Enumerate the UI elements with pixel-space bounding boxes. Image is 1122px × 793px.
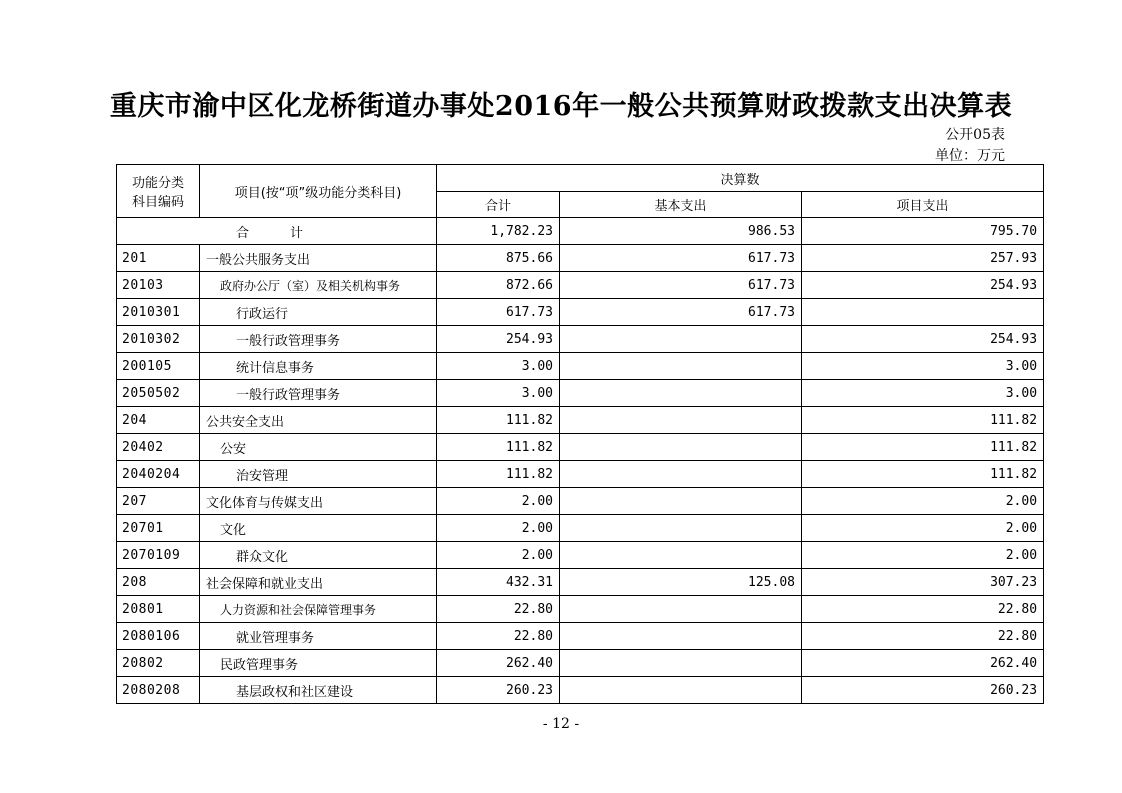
row-code: 20802 xyxy=(117,650,200,677)
row-code: 2010302 xyxy=(117,326,200,353)
row-name: 行政运行 xyxy=(200,299,437,326)
row-code: 204 xyxy=(117,407,200,434)
table-row xyxy=(117,623,1044,650)
row-name: 政府办公厅（室）及相关机构事务 xyxy=(200,272,437,299)
row-name: 群众文化 xyxy=(200,542,437,569)
total-row-total: 1,782.23 xyxy=(437,218,560,245)
table-row xyxy=(117,380,1044,407)
row-total: 875.66 xyxy=(437,245,560,272)
table-row xyxy=(117,407,1044,434)
form-number: 公开05表 xyxy=(945,127,1005,143)
row-basic: 125.08 xyxy=(560,569,802,596)
row-basic xyxy=(560,407,802,434)
row-name: 治安管理 xyxy=(200,461,437,488)
row-basic xyxy=(560,461,802,488)
table-row xyxy=(117,326,1044,353)
row-total: 111.82 xyxy=(437,407,560,434)
row-total: 111.82 xyxy=(437,434,560,461)
page-title: 重庆市渝中区化龙桥街道办事处2016年一般公共预算财政拨款支出决算表 xyxy=(109,91,1013,122)
row-total: 254.93 xyxy=(437,326,560,353)
row-project: 2.00 xyxy=(802,542,1044,569)
row-name: 公共安全支出 xyxy=(200,407,437,434)
row-name: 就业管理事务 xyxy=(200,623,437,650)
row-project: 2.00 xyxy=(802,488,1044,515)
final-amount-header: 决算数 xyxy=(437,165,1044,192)
row-name: 公安 xyxy=(200,434,437,461)
row-basic xyxy=(560,326,802,353)
total-row-basic: 986.53 xyxy=(560,218,802,245)
row-code: 2080106 xyxy=(117,623,200,650)
row-code: 2040204 xyxy=(117,461,200,488)
row-total: 2.00 xyxy=(437,542,560,569)
row-name: 民政管理事务 xyxy=(200,650,437,677)
page-number: - 12 - xyxy=(542,716,580,732)
row-basic xyxy=(560,677,802,704)
row-project: 3.00 xyxy=(802,353,1044,380)
row-basic xyxy=(560,515,802,542)
row-project: 254.93 xyxy=(802,326,1044,353)
row-project: 22.80 xyxy=(802,623,1044,650)
unit-label: 单位：万元 xyxy=(935,148,1005,164)
row-name: 一般行政管理事务 xyxy=(200,326,437,353)
row-name: 一般行政管理事务 xyxy=(200,380,437,407)
row-code: 20801 xyxy=(117,596,200,623)
row-code: 200105 xyxy=(117,353,200,380)
row-code: 2080208 xyxy=(117,677,200,704)
row-project xyxy=(802,299,1044,326)
row-project: 254.93 xyxy=(802,272,1044,299)
total-row-project: 795.70 xyxy=(802,218,1044,245)
table-row xyxy=(117,299,1044,326)
basic-column-header: 基本支出 xyxy=(560,192,802,218)
row-project: 307.23 xyxy=(802,569,1044,596)
expenditure-table xyxy=(116,164,1044,704)
row-project: 260.23 xyxy=(802,677,1044,704)
row-basic: 617.73 xyxy=(560,245,802,272)
row-total: 432.31 xyxy=(437,569,560,596)
row-code: 2050502 xyxy=(117,380,200,407)
row-project: 111.82 xyxy=(802,461,1044,488)
row-total: 22.80 xyxy=(437,623,560,650)
table-row xyxy=(117,488,1044,515)
row-total: 3.00 xyxy=(437,380,560,407)
table-row xyxy=(117,353,1044,380)
row-project: 22.80 xyxy=(802,596,1044,623)
row-basic xyxy=(560,542,802,569)
row-basic: 617.73 xyxy=(560,299,802,326)
row-project: 2.00 xyxy=(802,515,1044,542)
total-row xyxy=(117,218,1044,245)
row-total: 260.23 xyxy=(437,677,560,704)
row-basic xyxy=(560,353,802,380)
row-code: 2010301 xyxy=(117,299,200,326)
table-row xyxy=(117,245,1044,272)
table-row xyxy=(117,434,1044,461)
row-total: 111.82 xyxy=(437,461,560,488)
row-name: 文化 xyxy=(200,515,437,542)
row-name: 文化体育与传媒支出 xyxy=(200,488,437,515)
total-column-header: 合计 xyxy=(437,192,560,218)
table-row xyxy=(117,650,1044,677)
row-code: 201 xyxy=(117,245,200,272)
row-code: 20701 xyxy=(117,515,200,542)
row-name: 社会保障和就业支出 xyxy=(200,569,437,596)
row-total: 872.66 xyxy=(437,272,560,299)
row-code: 2070109 xyxy=(117,542,200,569)
total-row-label: 合 计 xyxy=(117,218,437,245)
row-name: 人力资源和社会保障管理事务 xyxy=(200,596,437,623)
table-row xyxy=(117,272,1044,299)
row-total: 617.73 xyxy=(437,299,560,326)
row-project: 111.82 xyxy=(802,434,1044,461)
code-column-header: 功能分类 科目编码 xyxy=(117,165,200,218)
row-basic xyxy=(560,488,802,515)
row-total: 262.40 xyxy=(437,650,560,677)
row-basic xyxy=(560,434,802,461)
row-project: 111.82 xyxy=(802,407,1044,434)
row-total: 22.80 xyxy=(437,596,560,623)
row-project: 257.93 xyxy=(802,245,1044,272)
table-row xyxy=(117,569,1044,596)
row-name: 基层政权和社区建设 xyxy=(200,677,437,704)
table-row xyxy=(117,461,1044,488)
row-total: 2.00 xyxy=(437,488,560,515)
row-code: 20402 xyxy=(117,434,200,461)
row-total: 3.00 xyxy=(437,353,560,380)
table-row xyxy=(117,596,1044,623)
table-row xyxy=(117,542,1044,569)
row-basic xyxy=(560,596,802,623)
row-code: 208 xyxy=(117,569,200,596)
row-name: 一般公共服务支出 xyxy=(200,245,437,272)
row-project: 3.00 xyxy=(802,380,1044,407)
table-row xyxy=(117,677,1044,704)
item-column-header: 项目(按“项”级功能分类科目) xyxy=(200,165,437,218)
row-code: 20103 xyxy=(117,272,200,299)
row-name: 统计信息事务 xyxy=(200,353,437,380)
row-basic xyxy=(560,650,802,677)
row-code: 207 xyxy=(117,488,200,515)
row-total: 2.00 xyxy=(437,515,560,542)
project-column-header: 项目支出 xyxy=(802,192,1044,218)
table-row xyxy=(117,515,1044,542)
row-basic xyxy=(560,623,802,650)
row-basic xyxy=(560,380,802,407)
row-basic: 617.73 xyxy=(560,272,802,299)
row-project: 262.40 xyxy=(802,650,1044,677)
